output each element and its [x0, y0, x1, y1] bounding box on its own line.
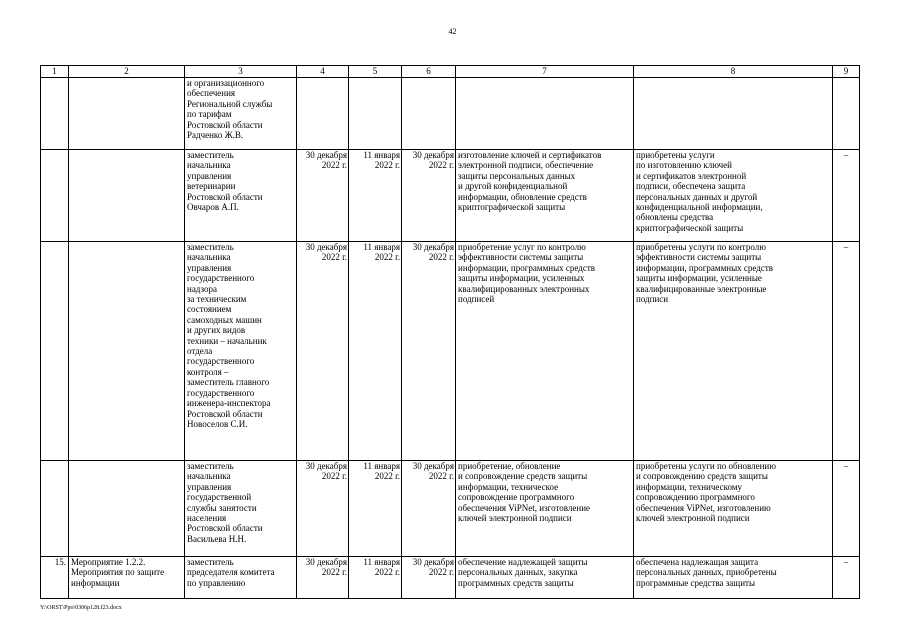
- actual-completion-date-cell: [402, 78, 456, 150]
- measure-name-cell: Мероприятие 1.2.2. Мероприятия по защите информации: [69, 557, 185, 599]
- actual-start-date-cell: 11 января 2022 г.: [349, 557, 402, 599]
- row-number-cell: 15.: [41, 557, 69, 599]
- measure-name-cell: [69, 461, 185, 557]
- planned-completion-date-cell: 30 декабря 2022 г.: [297, 557, 349, 599]
- problems-cell: –: [833, 557, 860, 599]
- problems-cell: –: [833, 150, 860, 242]
- table-row: [41, 242, 860, 461]
- planned-completion-date-cell: [297, 78, 349, 150]
- column-number-9: 9: [833, 66, 860, 78]
- file-path-footer: Y:\ORST\Ppo\0306p128.f23.docx: [40, 605, 122, 611]
- header-row: [41, 66, 860, 78]
- actual-result-cell: [634, 78, 833, 150]
- table-row: [41, 78, 860, 150]
- expected-result-cell: приобретение услуг по контролю эффективности системы защиты информации, программных средств защиты информации, усиленных квалифицированных электронных подписей: [456, 242, 634, 461]
- planned-completion-date-cell: 30 декабря 2022 г.: [297, 461, 349, 557]
- measures-table: [40, 65, 860, 599]
- column-number-5: 5: [349, 66, 402, 78]
- responsible-executor-cell: заместитель начальника управления государственной службы занятости населения Ростовской области Васильева Н.Н.: [185, 461, 297, 557]
- responsible-executor-cell: заместитель председателя комитета по управлению: [185, 557, 297, 599]
- actual-completion-date-cell: 30 декабря 2022 г.: [402, 150, 456, 242]
- column-number-8: 8: [634, 66, 833, 78]
- problems-cell: –: [833, 242, 860, 461]
- actual-start-date-cell: 11 января 2022 г.: [349, 150, 402, 242]
- row-number-cell: [41, 461, 69, 557]
- column-number-7: 7: [456, 66, 634, 78]
- row-number-cell: [41, 78, 69, 150]
- row-number-cell: [41, 150, 69, 242]
- actual-completion-date-cell: 30 декабря 2022 г.: [402, 461, 456, 557]
- expected-result-cell: обеспечение надлежащей защиты персональных данных, закупка программных средств защиты: [456, 557, 634, 599]
- actual-completion-date-cell: 30 декабря 2022 г.: [402, 242, 456, 461]
- actual-start-date-cell: 11 января 2022 г.: [349, 461, 402, 557]
- column-number-3: 3: [185, 66, 297, 78]
- actual-start-date-cell: 11 января 2022 г.: [349, 242, 402, 461]
- row-number-cell: [41, 242, 69, 461]
- problems-cell: –: [833, 461, 860, 557]
- planned-completion-date-cell: 30 декабря 2022 г.: [297, 150, 349, 242]
- actual-result-cell: приобретены услуги по изготовлению ключей и сертификатов электронной подписи, обеспечена защита персональных данных и другой конфиденциальной информации, обновлены средства криптографической защиты: [634, 150, 833, 242]
- problems-cell: [833, 78, 860, 150]
- responsible-executor-cell: заместитель начальника управления ветеринарии Ростовской области Овчаров А.П.: [185, 150, 297, 242]
- column-number-4: 4: [297, 66, 349, 78]
- expected-result-cell: приобретение, обновление и сопровождение средств защиты информации, техническое сопровождение программного обеспечения ViPNet, изготовление ключей электронной подписи: [456, 461, 634, 557]
- responsible-executor-cell: и организационного обеспечения Региональной службы по тарифам Ростовской области Радченко Ж.В.: [185, 78, 297, 150]
- table-row: [41, 557, 860, 599]
- actual-result-cell: обеспечена надлежащая защита персональных данных, приобретены программные средства защиты: [634, 557, 833, 599]
- page-number: 42: [448, 27, 457, 36]
- column-number-6: 6: [402, 66, 456, 78]
- measure-name-cell: [69, 150, 185, 242]
- expected-result-cell: изготовление ключей и сертификатов электронной подписи, обеспечение защиты персональных данных и другой конфиденциальной информации, обновление средств криптографической защиты: [456, 150, 634, 242]
- actual-result-cell: приобретены услуги по контролю эффективности системы защиты информации, программных средств защиты информации, усиленные квалифицированные электронные подписи: [634, 242, 833, 461]
- measure-name-cell: [69, 78, 185, 150]
- measure-name-cell: [69, 242, 185, 461]
- actual-result-cell: приобретены услуги по обновлению и сопровождению средств защиты информации, техническому сопровождению программного обеспечения ViPNet, изготовлению ключей электронной подписи: [634, 461, 833, 557]
- expected-result-cell: [456, 78, 634, 150]
- table-row: [41, 461, 860, 557]
- actual-completion-date-cell: 30 декабря 2022 г.: [402, 557, 456, 599]
- responsible-executor-cell: заместитель начальника управления государственного надзора за техническим состоянием самоходных машин и других видов техники – начальник отдела государственного контроля – заместитель главного государственного инженера-инспектора Ростовской области Новоселов С.И.: [185, 242, 297, 461]
- column-number-2: 2: [69, 66, 185, 78]
- actual-start-date-cell: [349, 78, 402, 150]
- column-number-1: 1: [41, 66, 69, 78]
- planned-completion-date-cell: 30 декабря 2022 г.: [297, 242, 349, 461]
- table-row: [41, 150, 860, 242]
